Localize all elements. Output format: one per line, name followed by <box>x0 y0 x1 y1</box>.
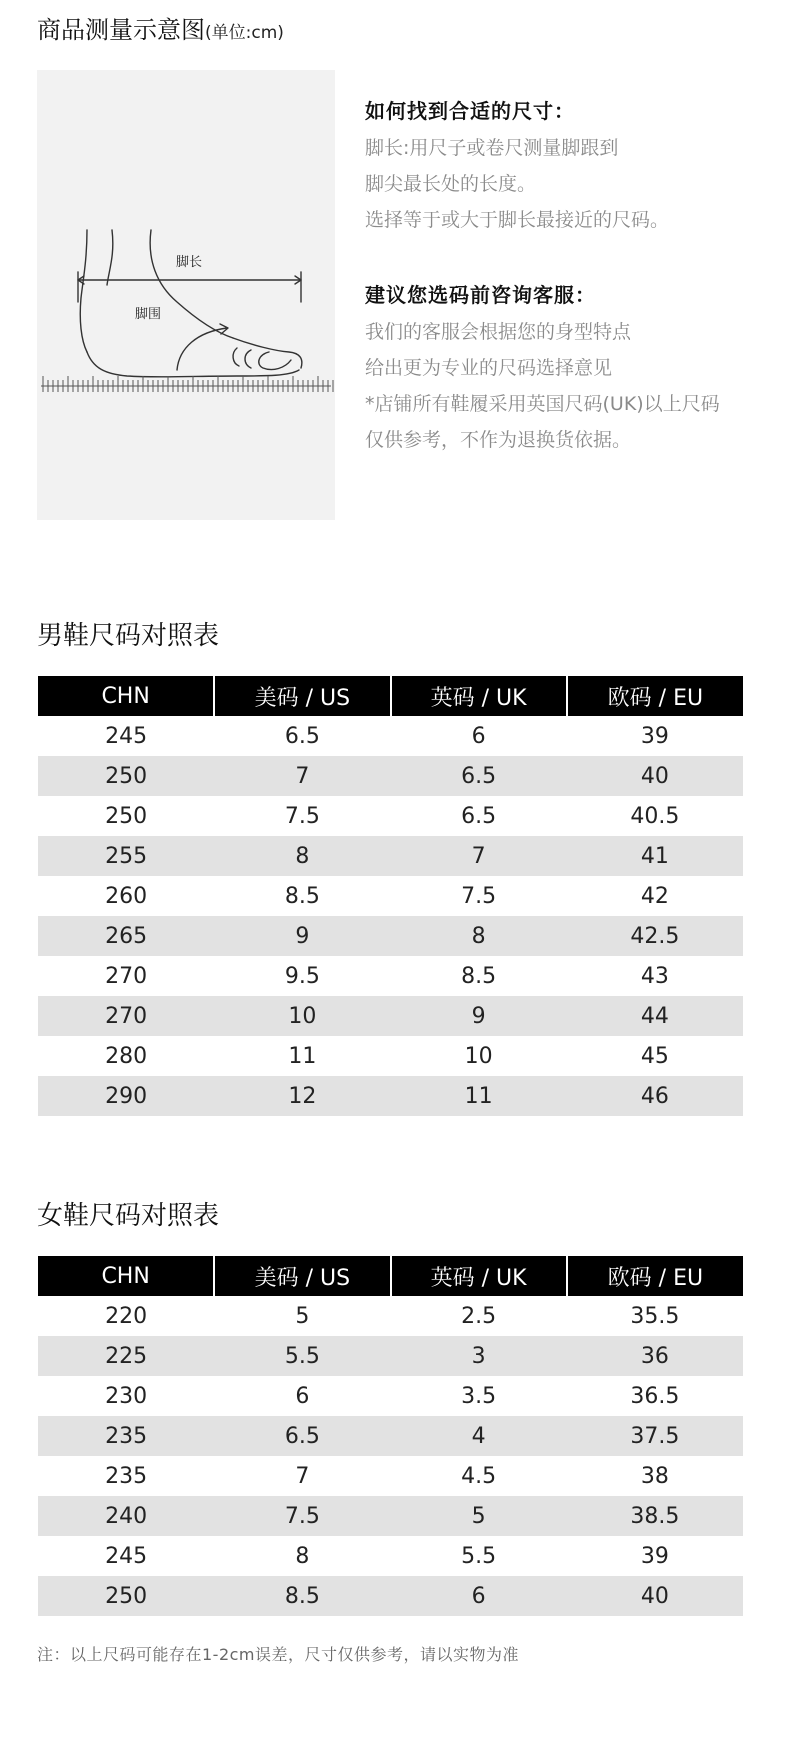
mens-size-chart-title: 男鞋尺码对照表 <box>37 621 220 651</box>
table-row <box>38 956 743 996</box>
table-cell: 40 <box>567 756 743 796</box>
table-cell: 5.5 <box>214 1336 390 1376</box>
table-cell: 2.5 <box>461 1303 497 1329</box>
table-cell: 10 <box>464 1043 493 1069</box>
column-header-eu: 欧码 / EU <box>567 1256 743 1296</box>
table-cell: 9.5 <box>284 963 320 989</box>
table-cell: 230 <box>105 1383 148 1409</box>
unit-label: (单位:cm) <box>205 23 284 43</box>
table-cell: 42.5 <box>567 916 743 956</box>
table-cell: 260 <box>105 883 148 909</box>
table-cell: 6.5 <box>214 1416 390 1456</box>
table-cell: 280 <box>105 1043 148 1069</box>
table-cell: 36 <box>567 1336 743 1376</box>
table-cell: 39 <box>640 1543 669 1569</box>
table-row <box>38 836 743 876</box>
table-cell: 41 <box>567 836 743 876</box>
leg-front-outline <box>107 230 113 285</box>
table-cell: 7.5 <box>461 883 497 909</box>
foot-girth-label: 脚围 <box>135 307 162 322</box>
size-guide <box>365 96 785 458</box>
table-cell: 8.5 <box>284 883 320 909</box>
table-cell: 255 <box>38 836 214 876</box>
column-header-uk: 英码 / UK <box>391 1256 567 1296</box>
table-row <box>38 1416 743 1456</box>
table-cell: 12 <box>214 1076 390 1116</box>
table-row <box>38 1036 743 1076</box>
table-row <box>38 1296 743 1336</box>
table-cell: 11 <box>288 1043 317 1069</box>
table-cell: 43 <box>640 963 669 989</box>
foot-measurement-diagram <box>37 70 335 520</box>
sole-outline <box>87 352 299 377</box>
table-cell: 240 <box>38 1496 214 1536</box>
table-cell: 6 <box>391 1576 567 1616</box>
table-cell: 46 <box>567 1076 743 1116</box>
table-cell: 6 <box>295 1383 310 1409</box>
table-cell: 290 <box>38 1076 214 1116</box>
guide-line: 仅供参考，不作为退换货依据。 <box>365 429 632 451</box>
ruler <box>41 376 333 392</box>
table-cell: 235 <box>105 1463 148 1489</box>
table-header-row <box>38 676 743 716</box>
table-cell: 7 <box>391 836 567 876</box>
instep-outline <box>150 230 233 338</box>
table-cell: 245 <box>105 723 148 749</box>
mens-size-table <box>38 676 743 1116</box>
column-header-uk: 英码 / UK <box>391 676 567 716</box>
table-cell: 36.5 <box>630 1383 680 1409</box>
table-cell: 11 <box>391 1076 567 1116</box>
table-row <box>38 1576 743 1616</box>
table-row <box>38 916 743 956</box>
column-header-chn: CHN <box>38 676 214 716</box>
table-cell: 37.5 <box>567 1416 743 1456</box>
guide-line: 脚长:用尺子或卷尺测量脚跟到 <box>365 137 619 159</box>
table-cell: 40.5 <box>630 803 680 829</box>
column-header-us: 美码 / US <box>214 676 390 716</box>
table-cell: 8.5 <box>461 963 497 989</box>
table-cell: 6.5 <box>461 803 497 829</box>
table-header-row <box>38 1256 743 1296</box>
table-row <box>38 876 743 916</box>
table-cell: 8.5 <box>214 1576 390 1616</box>
table-cell: 38.5 <box>567 1496 743 1536</box>
column-header-eu: 欧码 / EU <box>567 676 743 716</box>
column-header-us: 美码 / US <box>214 1256 390 1296</box>
table-cell: 45 <box>640 1043 669 1069</box>
table-cell: 44 <box>567 996 743 1036</box>
heel-outline <box>80 230 87 352</box>
table-cell: 225 <box>38 1336 214 1376</box>
table-row <box>38 1456 743 1496</box>
table-cell: 8 <box>391 916 567 956</box>
how-to-find-size-text <box>365 130 785 238</box>
table-cell: 35.5 <box>630 1303 680 1329</box>
table-cell: 6.5 <box>391 756 567 796</box>
table-cell: 220 <box>105 1303 148 1329</box>
table-cell: 5.5 <box>461 1543 497 1569</box>
table-cell: 250 <box>105 803 148 829</box>
page-title-text: 商品测量示意图 <box>37 16 205 44</box>
table-cell: 5 <box>295 1303 310 1329</box>
how-to-find-size-heading: 如何找到合适的尺寸： <box>365 99 575 123</box>
table-cell: 250 <box>38 1576 214 1616</box>
table-cell: 7 <box>214 756 390 796</box>
guide-line: 选择等于或大于脚长最接近的尺码。 <box>365 209 670 231</box>
table-cell: 265 <box>38 916 214 956</box>
footnote: 注：以上尺码可能存在1-2cm误差，尺寸仅供参考，请以实物为准 <box>37 1645 520 1664</box>
table-row <box>38 756 743 796</box>
table-cell: 8 <box>214 836 390 876</box>
table-cell: 245 <box>105 1543 148 1569</box>
table-cell: 4.5 <box>461 1463 497 1489</box>
womens-size-chart-title: 女鞋尺码对照表 <box>37 1201 220 1231</box>
table-cell: 6 <box>471 723 486 749</box>
table-cell: 4 <box>391 1416 567 1456</box>
table-cell: 7.5 <box>214 1496 390 1536</box>
page-title <box>37 14 284 49</box>
table-row <box>38 796 743 836</box>
table-cell: 8 <box>295 1543 310 1569</box>
table-row <box>38 1496 743 1536</box>
table-cell: 3 <box>391 1336 567 1376</box>
foot-length-label: 脚长 <box>175 255 203 270</box>
table-cell: 40 <box>567 1576 743 1616</box>
consult-advice-heading: 建议您选码前咨询客服： <box>365 283 596 307</box>
guide-line: 我们的客服会根据您的身型特点 <box>365 321 632 343</box>
foot-illustration <box>37 70 335 520</box>
table-cell: 5 <box>391 1496 567 1536</box>
table-cell: 270 <box>38 996 214 1036</box>
table-row <box>38 1376 743 1416</box>
table-cell: 39 <box>640 723 669 749</box>
table-cell: 9 <box>391 996 567 1036</box>
womens-size-table <box>38 1256 743 1616</box>
table-row <box>38 996 743 1036</box>
consult-advice-text <box>365 314 785 458</box>
table-row <box>38 1536 743 1576</box>
guide-line: 脚尖最长处的长度。 <box>365 173 537 195</box>
table-cell: 38 <box>640 1463 669 1489</box>
table-row <box>38 716 743 756</box>
table-row <box>38 1336 743 1376</box>
table-cell: 42 <box>640 883 669 909</box>
table-cell: 270 <box>105 963 148 989</box>
table-cell: 9 <box>214 916 390 956</box>
guide-line: *店铺所有鞋履采用英国尺码(UK)以上尺码 <box>365 393 720 415</box>
table-cell: 10 <box>214 996 390 1036</box>
table-cell: 250 <box>38 756 214 796</box>
girth-curve <box>177 328 227 370</box>
table-row <box>38 1076 743 1116</box>
table-cell: 7.5 <box>284 803 320 829</box>
table-cell: 6.5 <box>284 723 320 749</box>
table-cell: 3.5 <box>461 1383 497 1409</box>
table-cell: 235 <box>38 1416 214 1456</box>
guide-line: 给出更为专业的尺码选择意见 <box>365 357 613 379</box>
table-cell: 7 <box>295 1463 310 1489</box>
column-header-chn: CHN <box>38 1256 214 1296</box>
